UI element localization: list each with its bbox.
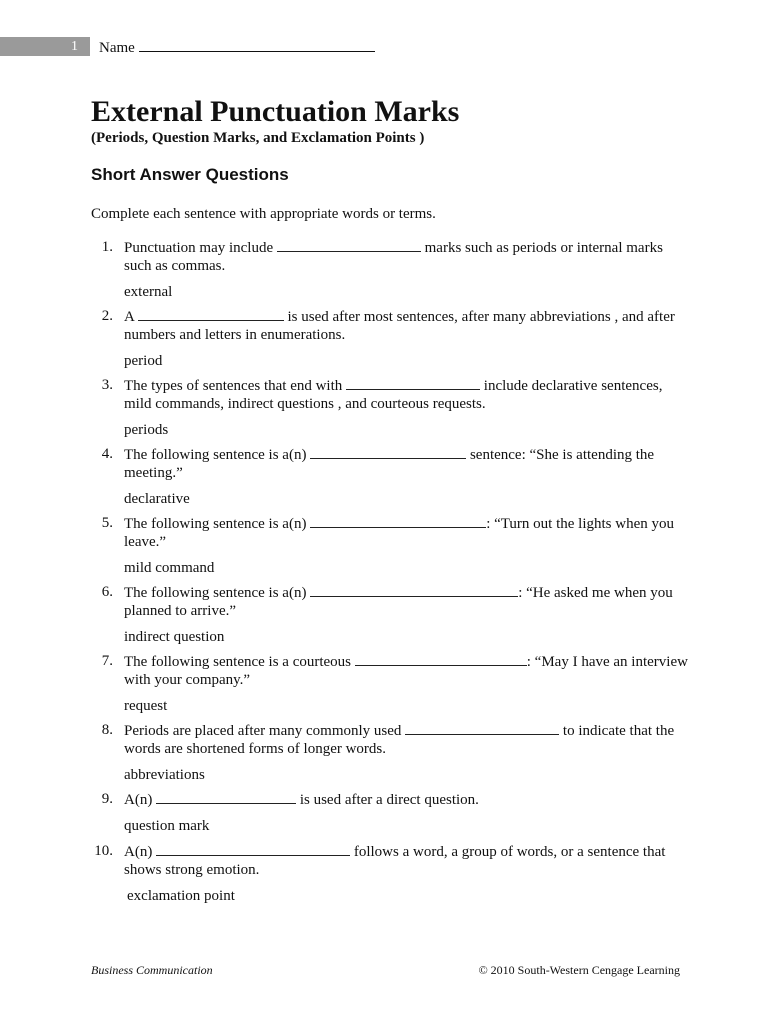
answer-text: period (124, 353, 163, 369)
question-number: 9. (101, 791, 113, 807)
question-text-post: is used after most sentences, after many abbreviations , and after numbers and letters in enumerations. (124, 309, 675, 343)
answer-text: indirect question (124, 629, 225, 645)
question-number: 2. (101, 308, 113, 324)
page-subtitle: (Periods, Question Marks, and Exclamation Points ) (91, 130, 425, 146)
question-text (124, 652, 691, 689)
answer-blank (310, 445, 466, 459)
question-number: 1. (101, 239, 113, 255)
question-text-post: include declarative sentences, mild commands, indirect questions , and courteous requests. (124, 378, 663, 412)
question-item (91, 238, 691, 301)
question-item (91, 721, 691, 784)
question-text-post: sentence: “She is attending the meeting.” (124, 447, 655, 481)
question-text-post: : “He asked me when you planned to arrive.” (124, 585, 673, 619)
answer-text: request (124, 698, 168, 714)
question-text-post: marks such as periods or internal marks such as commas. (124, 240, 663, 274)
question-text-post: : “May I have an interview with your company.” (124, 654, 688, 688)
question-text-pre: The types of sentences that end with (124, 378, 343, 394)
answer-blank (346, 376, 480, 390)
answer-blank (405, 721, 559, 735)
question-text (124, 514, 691, 551)
question-text-pre: The following sentence is a(n) (124, 447, 307, 463)
question-text-pre: A(n) (124, 792, 153, 808)
question-text-pre: A (124, 309, 135, 325)
question-item (91, 307, 691, 370)
question-text (124, 238, 691, 275)
question-item (91, 790, 691, 835)
question-text (124, 721, 691, 758)
answer-text: periods (124, 422, 169, 438)
question-text (124, 842, 691, 879)
question-number: 3. (101, 377, 113, 393)
question-text (124, 790, 691, 809)
name-label: Name (99, 40, 135, 56)
footer-book-title: Business Communication (91, 963, 213, 977)
answer-text: external (124, 284, 173, 300)
answer-blank (156, 790, 296, 804)
answer-blank (310, 583, 518, 597)
answer-blank (277, 238, 421, 252)
question-item (91, 842, 691, 905)
question-text-pre: Periods are placed after many commonly used (124, 723, 402, 739)
answer-text: exclamation point (127, 888, 235, 904)
question-item (91, 514, 691, 577)
answer-text: declarative (124, 491, 190, 507)
footer-copyright: © 2010 South-Western Cengage Learning (478, 963, 680, 977)
question-text-post: to indicate that the words are shortened forms of longer words. (124, 723, 675, 757)
question-item (91, 583, 691, 646)
question-text-post: is used after a direct question. (299, 792, 479, 808)
question-text-pre: Punctuation may include (124, 240, 274, 256)
question-text-post: : “Turn out the lights when you leave.” (124, 516, 674, 550)
answer-blank (156, 842, 350, 856)
answer-text: abbreviations (124, 767, 205, 783)
name-blank-line (139, 37, 375, 52)
name-field (99, 37, 375, 58)
page-title: External Punctuation Marks (91, 95, 460, 128)
answer-text: mild command (124, 560, 215, 576)
answer-blank (310, 514, 486, 528)
question-number: 7. (101, 653, 113, 669)
question-text-pre: The following sentence is a(n) (124, 585, 307, 601)
question-number: 4. (101, 446, 113, 462)
page-number-tab (0, 37, 90, 56)
question-text-post: follows a word, a group of words, or a sentence that shows strong emotion. (124, 844, 666, 878)
question-text-pre: A(n) (124, 844, 153, 860)
question-text-pre: The following sentence is a courteous (124, 654, 352, 670)
question-text (124, 376, 691, 413)
question-item (91, 652, 691, 715)
question-number: 10. (94, 843, 113, 859)
section-heading: Short Answer Questions (91, 165, 289, 184)
page-number: 1 (71, 39, 78, 54)
question-item (91, 445, 691, 508)
question-item (91, 376, 691, 439)
question-number: 5. (101, 515, 113, 531)
answer-blank (138, 307, 284, 321)
question-text (124, 445, 691, 482)
answer-blank (355, 652, 527, 666)
instructions: Complete each sentence with appropriate words or terms. (91, 206, 436, 222)
question-text (124, 583, 691, 620)
answer-text: question mark (124, 818, 210, 834)
question-text (124, 307, 691, 344)
question-text-pre: The following sentence is a(n) (124, 516, 307, 532)
question-number: 6. (101, 584, 113, 600)
question-number: 8. (101, 722, 113, 738)
